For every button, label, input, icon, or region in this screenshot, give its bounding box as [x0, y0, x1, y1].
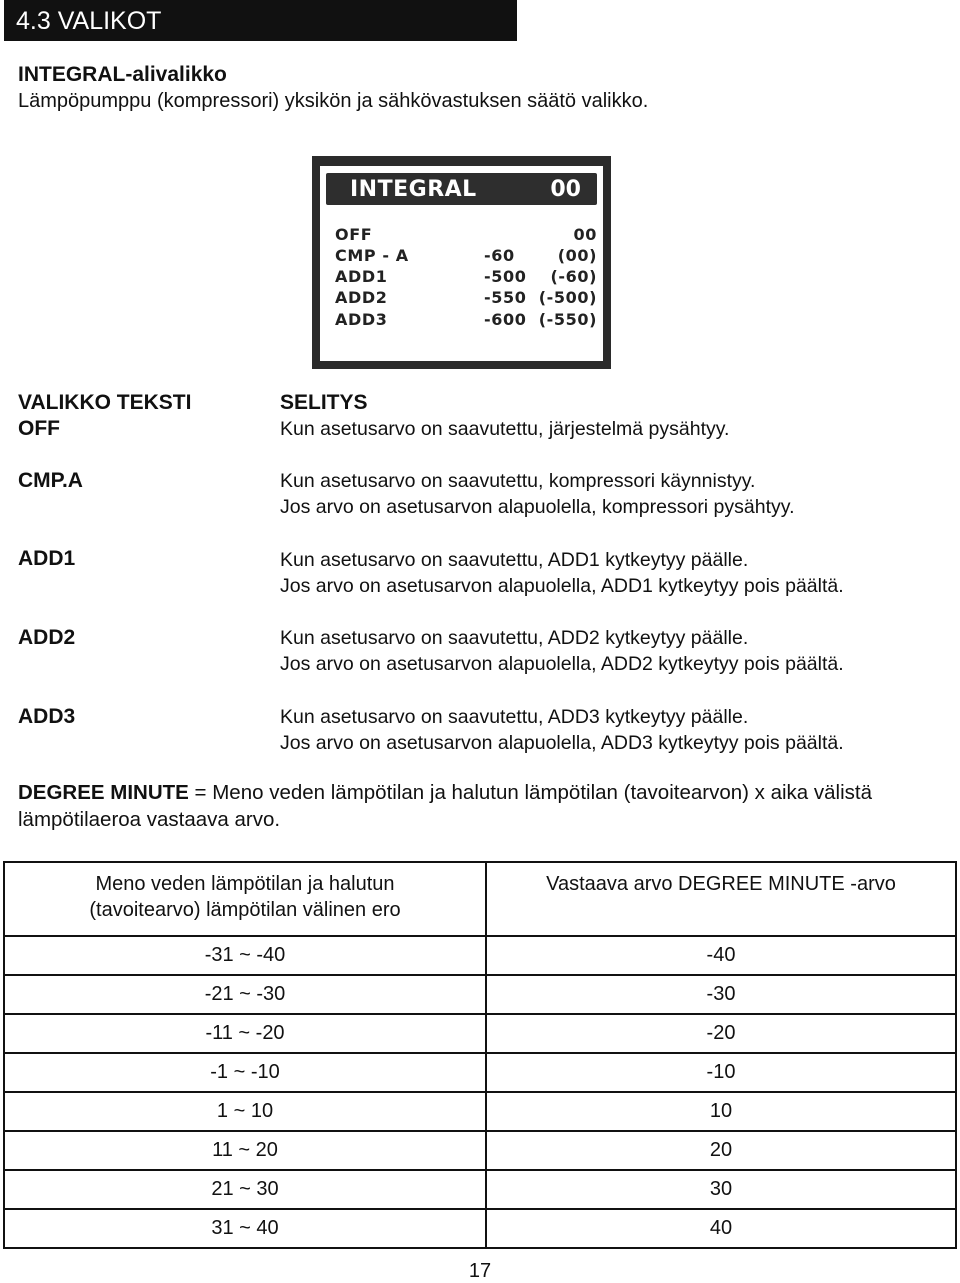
- table-row: [4, 1209, 956, 1248]
- menu-label-add3: ADD3: [18, 705, 76, 728]
- lcd-row-setpoint: (-60): [550, 267, 597, 286]
- lcd-header-value: 00: [550, 177, 581, 202]
- lcd-row-label: ADD1: [335, 267, 388, 286]
- lcd-row-setpoint: 00: [573, 225, 597, 244]
- table-row: [4, 975, 956, 1014]
- menu-explanation-add3: [280, 704, 844, 756]
- table-cell-value: -20: [486, 1014, 956, 1053]
- lcd-row-add3: [320, 309, 603, 331]
- table-cell-range: -11 ~ -20: [4, 1014, 486, 1053]
- menu-explanation-add2: [280, 625, 844, 677]
- lcd-display-screen: [320, 166, 603, 361]
- section-title-bar: [4, 0, 517, 41]
- lcd-row-label: CMP - A: [335, 246, 409, 265]
- lcd-header: [326, 173, 597, 205]
- table-header-row: [4, 862, 956, 936]
- lcd-row-label: ADD3: [335, 310, 388, 329]
- table-row: [4, 1014, 956, 1053]
- menu-explanation-add1: [280, 547, 844, 599]
- menu-explanation-cmp-a: [280, 468, 794, 520]
- column-header-menu-text: VALIKKO TEKSTI: [18, 391, 192, 414]
- table-cell-range: -31 ~ -40: [4, 936, 486, 975]
- lcd-row-label: OFF: [335, 225, 373, 244]
- degree-minute-text: = Meno veden lämpötilan ja halutun lämpötilan (tavoitearvon) x aika välistä lämpötilaeroa vastaava arvo.: [18, 781, 873, 831]
- lcd-row-off: [320, 224, 603, 246]
- lcd-row-value: -550: [484, 288, 527, 307]
- table-cell-value: 10: [486, 1092, 956, 1131]
- table-row: [4, 936, 956, 975]
- explanation-line: Kun asetusarvo on saavutettu, ADD2 kytkeytyy päälle.: [280, 627, 749, 649]
- explanation-line: Jos arvo on asetusarvon alapuolella, ADD1 kytkeytyy pois päältä.: [280, 575, 844, 597]
- explanation-line: Kun asetusarvo on saavutettu, ADD1 kytkeytyy päälle.: [280, 549, 749, 571]
- table-header-difference: [4, 862, 486, 936]
- table-cell-value: -10: [486, 1053, 956, 1092]
- lcd-row-value: -600: [484, 310, 527, 329]
- table-row: [4, 1092, 956, 1131]
- table-cell-range: 21 ~ 30: [4, 1170, 486, 1209]
- table-cell-value: 20: [486, 1131, 956, 1170]
- section-title: 4.3 VALIKOT: [16, 7, 162, 35]
- lcd-row-add1: [320, 266, 603, 288]
- table-cell-range: 31 ~ 40: [4, 1209, 486, 1248]
- column-header-explanation: SELITYS: [280, 391, 368, 414]
- explanation-line: Jos arvo on asetusarvon alapuolella, ADD2 kytkeytyy pois päältä.: [280, 653, 844, 675]
- lcd-row-value: -60: [484, 246, 515, 265]
- table-cell-value: -30: [486, 975, 956, 1014]
- page-number: 17: [468, 1260, 492, 1282]
- header-line: Vastaava arvo DEGREE MINUTE -arvo: [546, 873, 896, 895]
- header-line: Meno veden lämpötilan ja halutun: [95, 873, 395, 895]
- lcd-row-label: ADD2: [335, 288, 388, 307]
- table-cell-value: 30: [486, 1170, 956, 1209]
- table-cell-range: 1 ~ 10: [4, 1092, 486, 1131]
- lcd-row-add2: [320, 287, 603, 309]
- table-cell-range: -1 ~ -10: [4, 1053, 486, 1092]
- menu-label-add2: ADD2: [18, 626, 76, 649]
- explanation-line: Kun asetusarvo on saavutettu, ADD3 kytkeytyy päälle.: [280, 706, 749, 728]
- table-header-value: [486, 862, 956, 936]
- lcd-row-setpoint: (-500): [538, 288, 597, 307]
- lcd-row-setpoint: (-550): [538, 310, 597, 329]
- table-row: [4, 1131, 956, 1170]
- degree-minute-definition: [18, 779, 948, 833]
- table-cell-range: -21 ~ -30: [4, 975, 486, 1014]
- lcd-row-value: -500: [484, 267, 527, 286]
- degree-minute-table: [3, 861, 957, 1249]
- header-line: (tavoitearvo) lämpötilan välinen ero: [89, 899, 401, 921]
- menu-label-add1: ADD1: [18, 547, 76, 570]
- explanation-line: Kun asetusarvo on saavutettu, järjestelmä pysähtyy.: [280, 418, 730, 440]
- table-row: [4, 1170, 956, 1209]
- menu-explanation-off: [280, 416, 729, 442]
- table-row: [4, 1053, 956, 1092]
- table-cell-value: 40: [486, 1209, 956, 1248]
- degree-minute-term: DEGREE MINUTE: [18, 781, 189, 804]
- submenu-description: Lämpöpumppu (kompressori) yksikön ja sähkövastuksen säätö valikko.: [18, 90, 649, 112]
- menu-label-cmp-a: CMP.A: [18, 469, 83, 492]
- explanation-line: Kun asetusarvo on saavutettu, kompressori käynnistyy.: [280, 470, 756, 492]
- lcd-header-title: INTEGRAL: [350, 177, 477, 202]
- menu-label-off: OFF: [18, 417, 60, 440]
- lcd-row-cmp-a: [320, 245, 603, 267]
- submenu-title: INTEGRAL-alivalikko: [18, 63, 227, 86]
- explanation-line: Jos arvo on asetusarvon alapuolella, kompressori pysähtyy.: [280, 496, 795, 518]
- table-cell-range: 11 ~ 20: [4, 1131, 486, 1170]
- table-cell-value: -40: [486, 936, 956, 975]
- explanation-line: Jos arvo on asetusarvon alapuolella, ADD3 kytkeytyy pois päältä.: [280, 732, 844, 754]
- lcd-row-setpoint: (00): [557, 246, 597, 265]
